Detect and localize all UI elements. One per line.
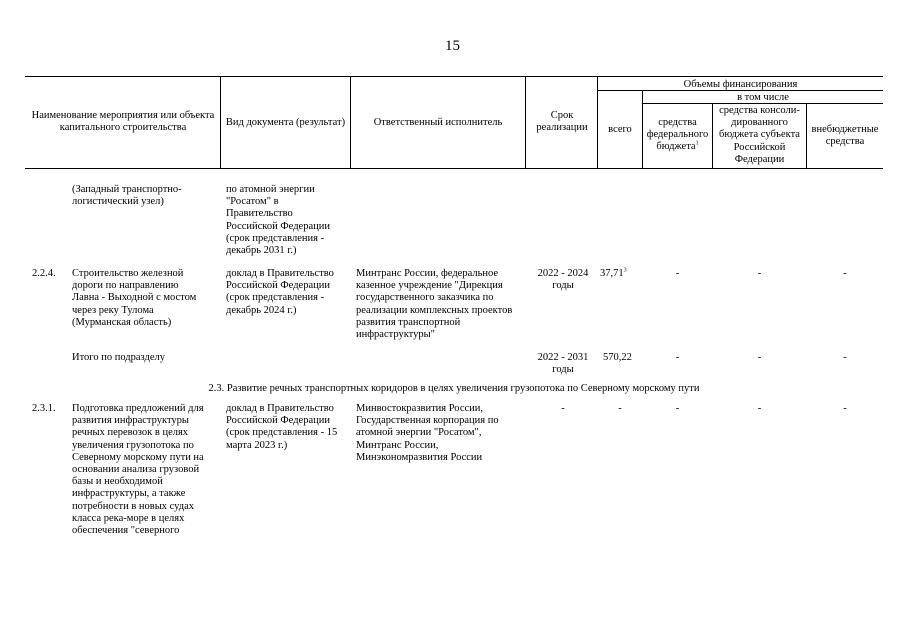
- row-total: 570,22: [603, 352, 632, 363]
- header-top-border: [25, 76, 883, 77]
- header-including: в том числе: [737, 92, 789, 103]
- header-term: Срок реализации: [536, 110, 588, 134]
- row-federal: -: [675, 403, 680, 414]
- header-regional: средства консоли-дированного бюджета субъекта Российской Федерации: [719, 105, 800, 165]
- header-offbudget: внебюджетные средства: [811, 124, 879, 148]
- row-executor: Минтранс России, федеральное казенное учреждение "Дирекция государственного заказчика по реализации комплексных проектов развития транспортной инфраструктуры": [356, 268, 513, 341]
- row-regional: -: [757, 268, 762, 279]
- row-regional: -: [757, 403, 762, 414]
- row-total: 37,71$^3$: [600, 267, 627, 279]
- header-financing: Объемы финансирования: [683, 79, 798, 90]
- row-term: -: [561, 403, 565, 414]
- row-offbudget: -: [843, 403, 847, 414]
- header-federal: средства федерального бюджета$^1$: [646, 117, 709, 153]
- row-regional: -: [757, 352, 762, 363]
- header-doc-type: Вид документа (результат): [225, 117, 346, 128]
- row-federal: -: [675, 352, 680, 363]
- page-number: 15: [445, 38, 460, 54]
- footnote-marker: 1: [695, 140, 699, 147]
- row-federal: -: [675, 268, 680, 279]
- row-name: Подготовка предложений для развития инфраструктуры речных перевозок в целях увеличения грузопотока по Северному морскому пути на основании анализа грузовой базы и необходимой инфраструктуры, а также потребности в новых судах класса река-море в целях обеспечения "северного: [72, 403, 204, 537]
- row-name: Строительство железной дороги по направлению Лавна - Выходной с мостом через реку Тулома (Мурманская область): [72, 268, 197, 328]
- row-offbudget: -: [843, 268, 847, 279]
- row-total: -: [618, 403, 622, 414]
- header-total: всего: [608, 124, 632, 135]
- row-name: Итого по подразделу: [72, 352, 165, 363]
- header-bottom-border: [25, 168, 883, 169]
- header-executor: Ответственный исполнитель: [373, 117, 503, 128]
- row-offbudget: -: [843, 352, 847, 363]
- row-number: 2.2.4.: [32, 268, 56, 279]
- header-col-divider: [525, 76, 526, 168]
- row-name: (Западный транспортно-логистический узел): [72, 184, 182, 208]
- row-executor: Минвостокразвития России, Государственная корпорация по атомной энергии "Росатом", Минтранс России, Минэкономразвития России: [356, 403, 499, 463]
- footnote-marker: 3: [623, 267, 627, 274]
- row-term: 2022 - 2031 годы: [537, 352, 589, 376]
- header-name: Наименование мероприятия или объекта капитального строительства: [31, 110, 215, 134]
- row-doc-type: доклад в Правительство Российской Федерации (срок представления - декабрь 2024 г.): [226, 268, 334, 316]
- row-number: 2.3.1.: [32, 403, 56, 414]
- section-heading: 2.3. Развитие речных транспортных коридоров в целях увеличения грузопотока по Северному морскому пути: [208, 383, 700, 394]
- row-doc-type: доклад в Правительство Российской Федерации (срок представления - 15 марта 2023 г.): [226, 403, 338, 451]
- row-doc-type: по атомной энергии "Росатом" в Правительство Российской Федерации (срок представления - декабрь 2031 г.): [226, 184, 330, 257]
- row-term: 2022 - 2024 годы: [537, 268, 589, 292]
